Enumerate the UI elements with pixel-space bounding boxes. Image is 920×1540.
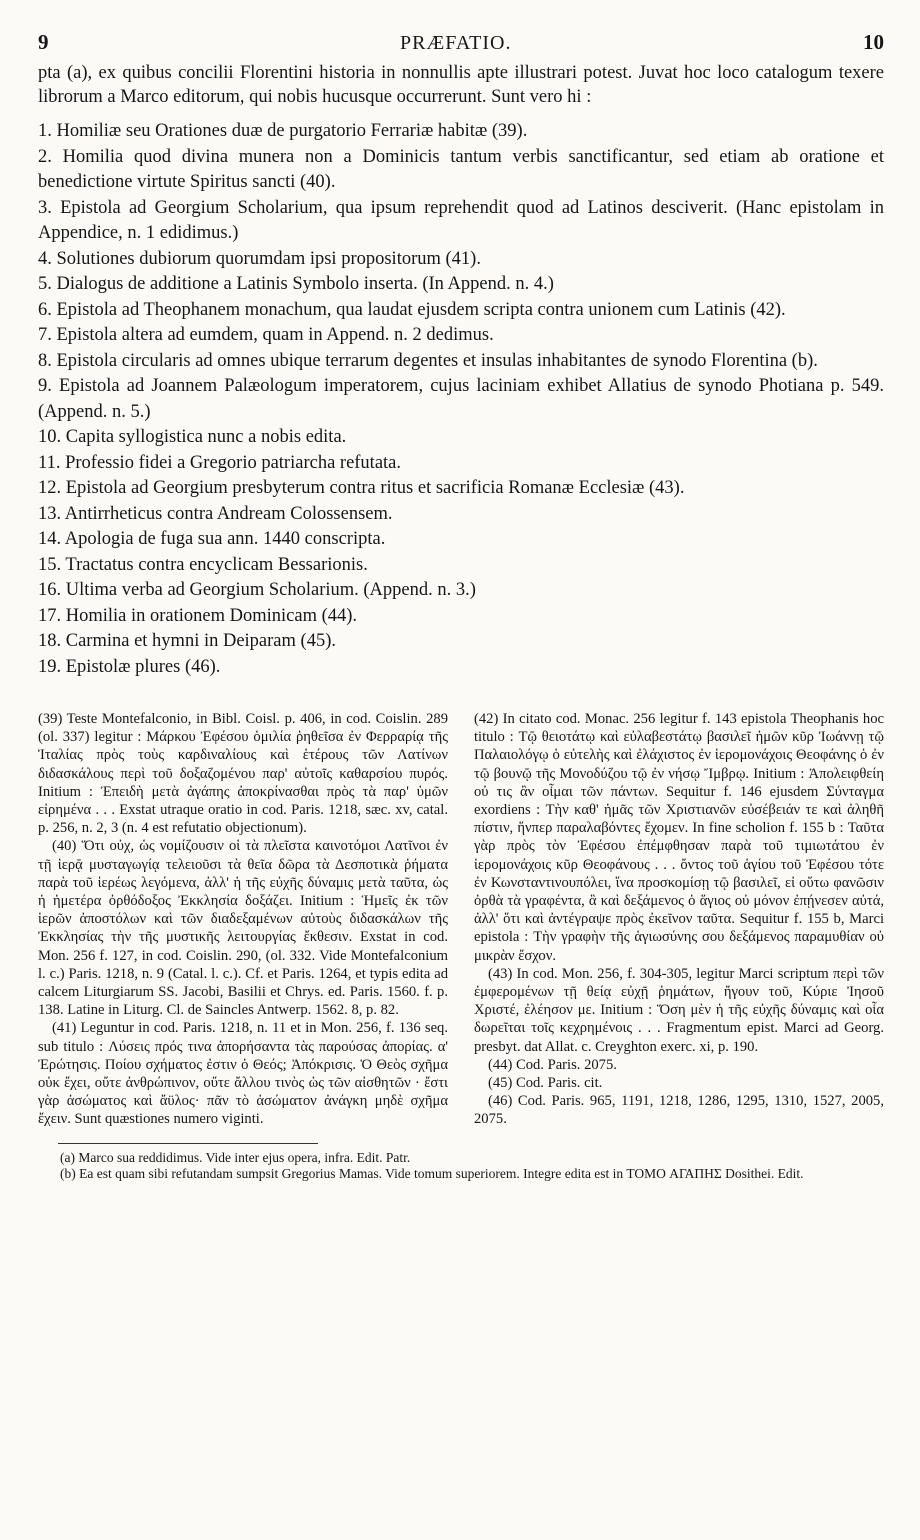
item-number: 19. [38,656,62,677]
item-text: Epistola ad Georgium presbyterum contra ritus et sacrificia Romanæ Ecclesiæ (43). [65,478,685,498]
item-number: 1. [38,121,52,141]
item-text: Antirrheticus contra Andream Colossensem. [64,503,393,524]
item-number: 3. [38,197,52,218]
catalog-item [38,349,884,375]
item-text: Epistola ad Theophanem monachum, qua laudat ejusdem scripta contra unionem cum Latinis (42). [56,299,786,320]
item-number: 15. [38,554,62,575]
item-number: 4. [38,248,52,269]
item-text: Dialogus de additione a Latinis Symbolo inserta. (In Append. n. 4.) [56,274,554,294]
item-number: 9. [38,376,52,396]
works-catalog [38,119,884,680]
catalog-item [38,451,884,477]
endnote-42: (42) In citato cod. Monac. 256 legitur f. 143 epistola Theophanis hoc titulo : Τῷ θειοτάτῳ καὶ εὐλαβεστάτῳ βασιλεῖ ἡμῶν κῦρ Ἰωάννῃ τῷ Παλαιολόγῳ ὁ εὐτελὴς καὶ ἐλάχιστος ἐν ἱερομονάχοις Θεοφάνης ὁ ἐν τῷ βουνῷ τῆς Μονοδύζου τῷ ἐν νήσῳ Ἴμβρῳ. Initium : Ἀπολειφθείη οὐ τις ἂν οἶμαι τῶν πάντων. Sequitur f. 146 ejusdem Σύνταγμα exordiens : Τὴν καθ' ἡμᾶς τῶν Χριστιανῶν εὐσέβειάν τε καὶ ἀληθῆ πίστιν, ἥνπερ παραλαβόντες ἔχομεν. In fine scholion f. 155 b : Ταῦτα γὰρ πρὸς τὸν Ἐφέσου ἐπέμφθησαν παρὰ τοῦ τιμιωτάτου ἐν ἱερομονάχοις κῦρ Θεοφάνους . . . ὄντος τοῦ ἁγίου τοῦ Ἐφέσου τότε ἐν Κωνσταντινουπόλει, ἵνα προσκομίσῃ τῷ βασιλεῖ, εἰ οὕτω φανῶσιν ὀρθὰ τὰ γραφέντα, ἃ καὶ δεξάμενος ὁ ἅγιος οὐ μόνον ἐπῄνεσεν αὐτά, ἀλλ' ὅτι καὶ ἀντέγραψε πρὸς ἐκεῖνον ταῦτα. Sequitur f. 155 b, Marci epistola : Τὴν γραφὴν τῆς ἁγιωσύνης σου δεξάμενος παραμυθίαν οὐ μικρὰν ἔσχον. [474,711,884,964]
item-text: Epistola ad Georgium Scholarium, qua ipsum reprehendit quod ad Latinos desciverit. (Hanc epistolam in Appendice, n. 1 edidimus.) [38,197,884,243]
endnote-40: (40) Ὅτι οὐχ, ὡς νομίζουσιν οἱ τὰ πλεῖστα καινοτόμοι Λατῖνοι ἐν τῇ ἱερᾷ μυσταγωγίᾳ τελειοῦσι τὰ θεῖα δῶρα τὰ Δεσποτικὰ ῥήματα παρὰ τοῦ ἱερέως λεγόμενα, ἀλλ' ἡ τῆς εὐχῆς δύναμις μετὰ ταῦτα, ὡς ἡ ἡμετέρα ὀρθόδοξος Ἐκκλησία δοξάζει. Initium : Ἡμεῖς ἐκ τῶν ἱερῶν ἀποστόλων καὶ τῶν διαδεξαμένων αὐτοὺς διδασκάλων τῆς Ἐκκλησίας τὴν τῆς μυστικῆς λειτουργίας ἔκθεσιν. Exstat in cod. Mon. 256 f. 127, in cod. Coislin. 290, (ol. 332. Vide Montefalconium l. c.) Paris. 1218, n. 9 (Catal. l. c.). Cf. et Paris. 1264, et typis edita ad calcem Liturgiarum SS. Jacobi, Basilii et Chrys. ed. Paris. 1560. f. p. 138. Latine in Liturg. Cl. de Saincles Antwerp. 1562. 8, p. 82. [38,838,448,1019]
item-text: Epistola ad Joannem Palæologum imperatorem, cujus laciniam exhibet Allatius de synodo Photiana p. 549. (Append. n. 5.) [38,376,884,422]
catalog-item [38,502,884,528]
catalog-item [38,272,884,298]
item-text: Epistola circularis ad omnes ubique terrarum degentes et insulas inhabitantes de synodo Florentina (b). [56,350,818,371]
catalog-item [38,145,884,196]
item-number: 13. [38,503,62,524]
catalog-item [38,425,884,451]
item-text: Homilia quod divina munera non a Dominicis tantum verbis sanctificantur, sed etiam ab oratione et benedictione virtute Spiritus sancti (40). [38,146,885,192]
item-number: 17. [38,605,62,626]
page-number-right: 10 [863,30,884,54]
catalog-item [38,553,884,579]
item-text: Epistola altera ad eumdem, quam in Append. n. 2 dedimus. [56,325,494,345]
intro-paragraph: pta (a), ex quibus concilii Florentini historia in nonnullis apte illustrari potest. Juvat hoc loco catalogum texere librorum a Marco editorum, qui nobis hucusque occurrerunt. Sunt vero hi : [38,63,884,107]
footnote-divider [58,1143,318,1144]
endnote-45: (45) Cod. Paris. cit. [488,1075,603,1092]
item-number: 18. [38,631,62,651]
endnote-43: (43) In cod. Mon. 256, f. 304-305, legitur Marci scriptum περὶ τῶν ἐμφερομένων τῇ θείᾳ εὐχῇ ῥημάτων, ἤγουν τοῦ, Κύριε Ἰησοῦ Χριστέ, ἐλέησον με. Initium : Ὅση μὲν ἡ τῆς εὐχῆς δύναμις καὶ οἷα δωρεῖται τοῖς κεχρημένοις . . . Fragmentum epist. Marci ad Georg. presbyt. dat Allat. c. Creyghton exerc. xi, p. 190. [474,965,884,1055]
item-text: Homiliæ seu Orationes duæ de purgatorio Ferrariæ habitæ (39). [56,121,528,141]
item-number: 5. [38,274,52,294]
item-text: Capita syllogistica nunc a nobis edita. [65,427,347,447]
item-number: 8. [38,350,52,371]
endnote-39: (39) Teste Montefalconio, in Bibl. Coisl. p. 406, in cod. Coislin. 289 (ol. 337) legitur : Μάρκου Ἐφέσου ὁμιλία ῥηθεῖσα ἐν Φερραρίᾳ τῆς Ἰταλίας πρὸς τοὺς καρδιναλίους καὶ ἑτέρους τῶν Λατίνων διδασκάλους περὶ τοῦ δοξαζομένου παρ' αὐτοῖς καθαρσίου πυρός. Initium : Ἐπειδὴ μετὰ ἀγάπης ἀποκρίνασθαι πρὸς τὰ παρ' ὑμῶν εἰρημένα . . . Exstat utraque oratio in cod. Paris. 1218, sæc. xv, catal. p. 256, n. 2, 3 (n. 4 est refutatio objectionum). [38,711,448,837]
item-text: Tractatus contra encyclicam Bessarionis. [65,554,368,575]
catalog-item [38,247,884,273]
catalog-item [38,604,884,630]
item-text: Epistolæ plures (46). [65,656,221,677]
item-text: Professio fidei a Gregorio patriarcha refutata. [65,452,402,473]
item-number: 10. [38,427,62,447]
catalog-item [38,298,884,324]
catalog-item [38,527,884,553]
item-number: 14. [38,529,62,549]
item-number: 11. [38,452,61,473]
item-text: Ultima verba ad Georgium Scholarium. (Append. n. 3.) [65,580,476,600]
endnotes [38,710,884,1129]
catalog-item [38,374,884,425]
endnote-41: (41) Leguntur in cod. Paris. 1218, n. 11 et in Mon. 256, f. 136 seq. sub titulo : Λύσεις πρός τινα ἀπορήσαντα τὰς παρούσας ἀπορίας. α' Ἐρώτησις. Ποίου σχήματος ἐστιν ὁ Θεός; Ἀπόκρισις. Ὁ Θεὸς σχῆμα οὐκ ἔχει, οὔτε ἀνθρώπινον, οὔτε ἄλλου τινὸς ὡς τῶν αἰσθητῶν · ἔστι γὰρ ἀσώματος καὶ ἄϋλος· πᾶν τὸ ἀσώματον ἀνάγκη μηδὲ σχῆμα ἔχειν. Sunt quæstiones numero viginti. [38,1020,448,1128]
footnotes [38,1150,884,1183]
catalog-item [38,119,884,145]
item-number: 12. [38,478,62,498]
item-text: Solutiones dubiorum quorumdam ipsi propositorum (41). [56,248,481,269]
catalog-item [38,476,884,502]
endnote-46: (46) Cod. Paris. 965, 1191, 1218, 1286, 1295, 1310, 1527, 2005, 2075. [474,1093,884,1128]
catalog-item [38,655,884,681]
item-number: 2. [38,146,52,167]
item-text: Homilia in orationem Dominicam (44). [65,605,358,626]
endnotes-left-column [38,710,448,1129]
catalog-item [38,196,884,247]
item-number: 7. [38,325,52,345]
catalog-item [38,323,884,349]
footnote-a: (a) Marco sua reddidimus. Vide inter ejus opera, infra. Edit. Patr. [60,1149,411,1165]
endnotes-right-column [474,710,884,1129]
item-text: Apologia de fuga sua ann. 1440 conscripta. [64,529,386,549]
item-text: Carmina et hymni in Deiparam (45). [65,631,336,651]
catalog-item [38,578,884,604]
page-number-left: 9 [38,30,49,54]
item-number: 6. [38,299,52,320]
endnote-44: (44) Cod. Paris. 2075. [488,1056,617,1073]
page-header [38,30,884,60]
item-number: 16. [38,580,62,600]
footnote-b: (b) Ea est quam sibi refutandam sumpsit Gregorius Mamas. Vide tomum superiorem. Integre edita est in TOMO ΑΓΑΠΗΣ Dosithei. Edit. [60,1166,804,1182]
running-title: PRÆFATIO. [400,32,512,54]
catalog-item [38,629,884,655]
